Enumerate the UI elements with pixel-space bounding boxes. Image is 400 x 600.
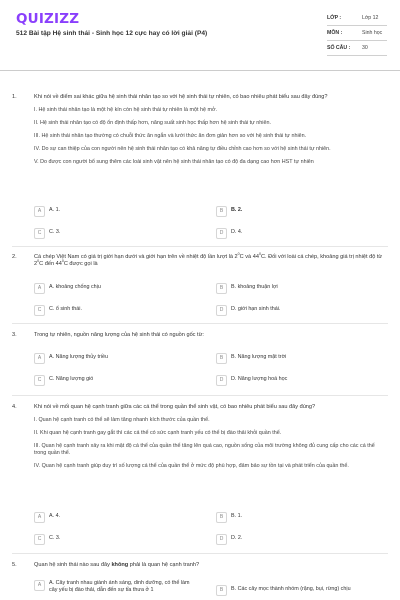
option-letter: A [34, 580, 45, 591]
question-divider [12, 323, 388, 324]
statement: V. Do được con người bổ sung thêm các loài sinh vật nên hệ sinh thái nhân tạo có độ đa dạng cao hơn HST tự nhiên [34, 159, 314, 166]
option-text: C. ổ sinh thái. [49, 306, 82, 313]
option-text: D. giới hạn sinh thái. [231, 306, 281, 313]
option-letter: D [216, 375, 227, 386]
question-1 [12, 94, 392, 244]
meta-subject-row [327, 27, 387, 41]
option-letter: B [216, 283, 227, 294]
option-text: B. 1. [231, 513, 243, 520]
option-a[interactable] [34, 352, 204, 364]
option-b[interactable] [216, 511, 386, 523]
meta-subject-value: Sinh học [362, 30, 383, 36]
option-text: D. 4. [231, 229, 243, 236]
question-text: Trong tự nhiên, nguồn năng lượng của hệ sinh thái có nguồn gốc từ: [34, 332, 204, 338]
option-letter: B [216, 512, 227, 523]
question-number: 1. [12, 94, 17, 100]
question-5 [12, 562, 392, 574]
question-text: Khi nói về mối quan hệ cạnh tranh giữa các cá thể trong quần thể sinh vật, có bao nhiêu phát biểu sau đây đúng? [34, 404, 316, 410]
option-a[interactable] [34, 205, 204, 217]
question-divider [12, 553, 388, 554]
statement: II. Khi quan hệ cạnh tranh gay gắt thì các cá thể có sức cạnh tranh yếu có thể bị đào thải khỏi quần thể. [34, 430, 282, 437]
option-letter: C [34, 375, 45, 386]
option-c[interactable] [34, 304, 204, 316]
statement: I. Hệ sinh thái nhân tạo là một hệ kín còn hệ sinh thái tự nhiên là một hệ mở. [34, 107, 218, 114]
meta-class-row [327, 12, 387, 26]
statement: II. Hệ sinh thái nhân tạo có độ ổn định thấp hơn, năng suất sinh học thấp hơn hệ sinh thái tự nhiên. [34, 120, 271, 127]
option-letter: B [216, 206, 227, 217]
question-text: Khi nói về điểm sai khác giữa hệ sinh thái nhân tạo so với hệ sinh thái tự nhiên, có bao nhiêu phát biểu sau đây đúng? [34, 94, 328, 100]
option-c[interactable] [34, 374, 204, 386]
meta-count-value: 30 [362, 45, 368, 51]
option-letter: A [34, 353, 45, 364]
option-d[interactable] [216, 227, 386, 239]
meta-subject-label: MÔN : [327, 30, 343, 36]
option-text: B. Năng lượng mặt trời [231, 354, 287, 361]
option-text: B. khoảng thuận lợi [231, 284, 278, 291]
option-letter: A [34, 283, 45, 294]
option-text: A. Cây tranh nhau giành ánh sáng, dinh dưỡng, có thể làm cây yếu bị đào thải, dẫn đến sự tỉa thưa ở 1 [49, 580, 190, 594]
option-letter: B [216, 353, 227, 364]
option-text: A. Năng lượng thủy triều [49, 354, 108, 361]
question-divider [12, 246, 388, 247]
option-letter: D [216, 228, 227, 239]
option-text: C. 3. [49, 229, 61, 236]
question-text: Cá chép Việt Nam có giá trị giới hạn dưới và giới hạn trên về nhiệt độ lần lượt là $2^0C$ và $44^0C$. Đối với loài cá chép, khoảng giá trị nhiệt độ từ $2^0C$ đến $44^0C$ được gọi là [34, 252, 383, 268]
meta-class-value: Lớp 12 [362, 15, 379, 21]
question-number: 2. [12, 254, 17, 260]
statement: III. Hệ sinh thái nhân tạo thường có chuỗi thức ăn ngắn và lưới thức ăn đơn giản hơn so với hệ sinh thái tự nhiên. [34, 133, 307, 140]
option-text: B. 2. [231, 207, 243, 214]
question-3 [12, 332, 392, 346]
option-letter: C [34, 228, 45, 239]
option-b[interactable] [216, 205, 386, 217]
option-text: B. Các cây mọc thành nhóm (rặng, bụi, rừng) chịu [231, 586, 351, 593]
question-2 [12, 254, 392, 284]
question-text: Quan hệ sinh thái nào sau đây không phải là quan hệ cạnh tranh? [34, 562, 200, 568]
option-a[interactable] [34, 282, 204, 294]
option-d[interactable] [216, 533, 386, 545]
option-d[interactable] [216, 374, 386, 386]
header-divider [0, 70, 400, 71]
option-letter: C [34, 534, 45, 545]
option-letter: B [216, 585, 227, 596]
question-number: 4. [12, 404, 17, 410]
option-text: A. 4. [49, 513, 61, 520]
option-b[interactable] [216, 352, 386, 364]
worksheet-header [0, 0, 400, 70]
statement: III. Quan hệ cạnh tranh xảy ra khi mật độ cá thể của quần thể tăng lên quá cao, nguồn sống của môi trường không đủ cung cấp cho các cá thể trong quần thể. [34, 443, 375, 457]
worksheet-title: 512 Bài tập Hệ sinh thái - Sinh học 12 cực hay có lời giải (P4) [16, 30, 208, 37]
statement: IV. Quan hệ cạnh tranh giúp duy trì số lượng cá thể của quần thể ở mức độ phù hợp, đảm bảo sự tồn tại và phát triển của quần thể. [34, 463, 349, 470]
option-d[interactable] [216, 304, 386, 316]
statement: I. Quan hệ cạnh tranh có thể sẽ làm tăng nhanh kích thước của quần thể. [34, 417, 210, 424]
option-b[interactable] [216, 282, 386, 294]
option-b[interactable] [216, 584, 386, 596]
question-number: 5. [12, 562, 17, 568]
option-text: D. 2. [231, 535, 243, 542]
option-c[interactable] [34, 533, 204, 545]
option-letter: D [216, 534, 227, 545]
question-divider [12, 395, 388, 396]
question-number: 3. [12, 332, 17, 338]
option-text: C. 3. [49, 535, 61, 542]
meta-count-label: SỐ CÂU : [327, 45, 351, 51]
option-text: D. Năng lượng hoá học [231, 376, 288, 383]
option-c[interactable] [34, 227, 204, 239]
question-4 [12, 404, 392, 504]
option-letter: A [34, 206, 45, 217]
meta-count-row [327, 42, 387, 56]
option-text: C. Năng lượng gió [49, 376, 94, 383]
statement: IV. Do sự can thiệp của con người nên hệ sinh thái nhân tạo có khả năng tự điều chỉnh cao hơn so với hệ sinh thái tự nhiên. [34, 146, 331, 153]
option-a[interactable] [34, 580, 199, 600]
option-text: A. 1. [49, 207, 61, 214]
option-text: A. khoảng chống chịu [49, 284, 101, 291]
option-letter: A [34, 512, 45, 523]
option-a[interactable] [34, 511, 204, 523]
quizizz-logo: QUIZIZZ [16, 11, 80, 27]
option-letter: C [34, 305, 45, 316]
meta-class-label: LỚP : [327, 15, 342, 21]
option-letter: D [216, 305, 227, 316]
